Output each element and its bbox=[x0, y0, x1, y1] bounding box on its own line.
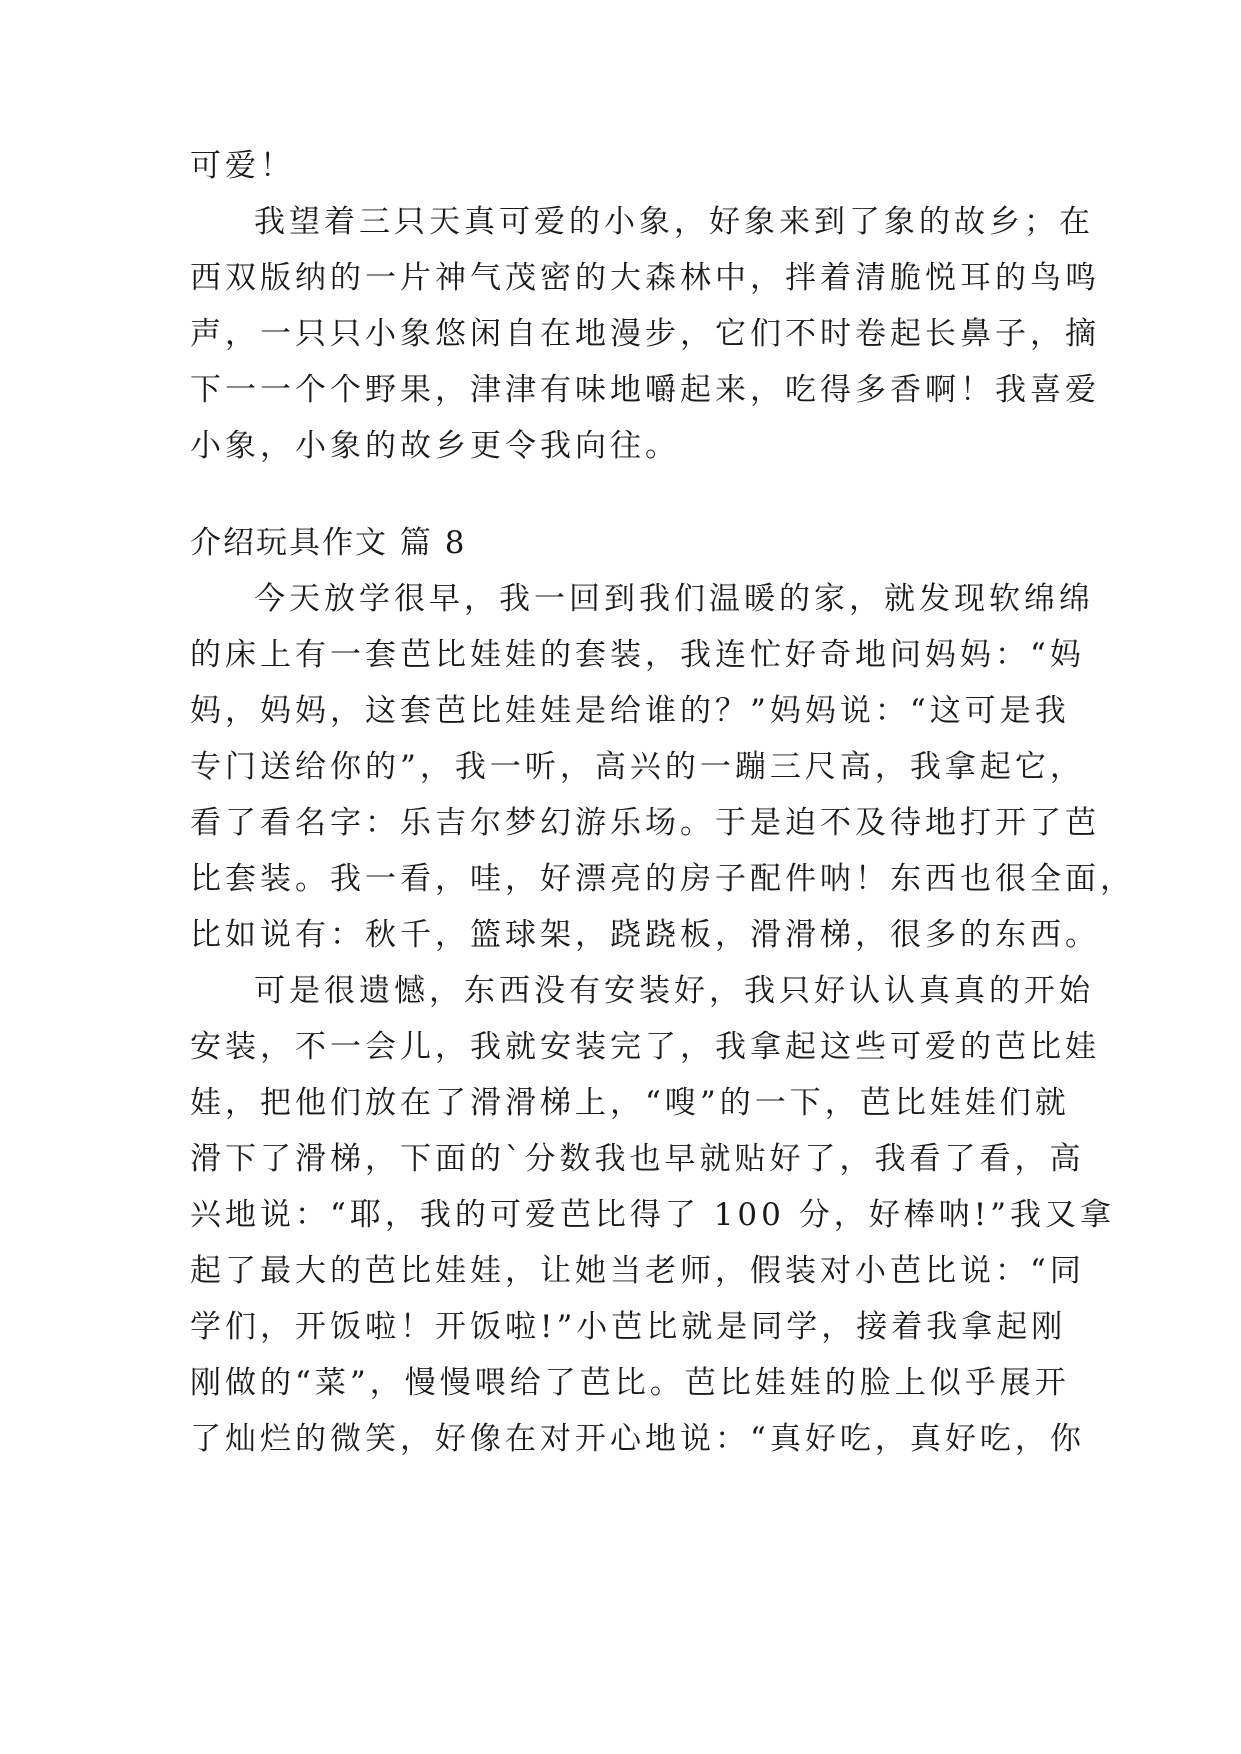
section-heading: 介绍玩具作文 篇 8 bbox=[190, 525, 467, 561]
paragraph-first-line: 今天放学很早，我一回到我们温暖的家，就发现软绵绵 bbox=[254, 581, 1094, 617]
text-line: 刚做的“菜”，慢慢喂给了芭比。芭比娃娃的脸上似乎展开 bbox=[190, 1365, 1070, 1401]
text-line: 兴地说：“耶，我的可爱芭比得了 100 分，好棒呐!”我又拿 bbox=[190, 1197, 1116, 1233]
text-line: 妈，妈妈，这套芭比娃娃是给谁的？”妈妈说：“这可是我 bbox=[190, 693, 1070, 729]
text-line: 看了看名字：乐吉尔梦幻游乐场。于是迫不及待地打开了芭 bbox=[190, 805, 1100, 841]
text-line: 滑下了滑梯，下面的`分数我也早就贴好了，我看了看，高 bbox=[190, 1141, 1085, 1177]
paragraph-first-line: 我望着三只天真可爱的小象，好象来到了象的故乡；在 bbox=[254, 204, 1094, 240]
text-line: 学们，开饭啦！开饭啦!”小芭比就是同学，接着我拿起刚 bbox=[190, 1309, 1067, 1345]
text-line: 小象，小象的故乡更令我向往。 bbox=[190, 428, 680, 464]
text-line: 起了最大的芭比娃娃，让她当老师，假装对小芭比说：“同 bbox=[190, 1253, 1085, 1289]
paragraph-first-line: 可是很遗憾，东西没有安装好，我只好认认真真的开始 bbox=[254, 973, 1094, 1009]
text-line: 声，一只只小象悠闲自在地漫步，它们不时卷起长鼻子，摘 bbox=[190, 316, 1100, 352]
text-line: 比套装。我一看，哇，好漂亮的房子配件呐！东西也很全面， bbox=[190, 861, 1135, 897]
text-line: 的床上有一套芭比娃娃的套装，我连忙好奇地问妈妈：“妈 bbox=[190, 637, 1085, 673]
text-line: 安装，不一会儿，我就安装完了，我拿起这些可爱的芭比娃 bbox=[190, 1029, 1100, 1065]
text-line: 可爱！ bbox=[190, 148, 295, 184]
text-line: 专门送给你的”，我一听，高兴的一蹦三尺高，我拿起它， bbox=[190, 749, 1085, 785]
text-line: 了灿烂的微笑，好像在对开心地说：“真好吃，真好吃，你 bbox=[190, 1421, 1085, 1457]
text-line: 西双版纳的一片神气茂密的大森林中，拌着清脆悦耳的鸟鸣 bbox=[190, 260, 1100, 296]
text-line: 娃，把他们放在了滑滑梯上，“嗖”的一下，芭比娃娃们就 bbox=[190, 1085, 1070, 1121]
text-line: 比如说有：秋千，篮球架，跷跷板，滑滑梯，很多的东西。 bbox=[190, 917, 1100, 953]
text-line: 下一一个个野果，津津有味地嚼起来，吃得多香啊！我喜爱 bbox=[190, 372, 1100, 408]
